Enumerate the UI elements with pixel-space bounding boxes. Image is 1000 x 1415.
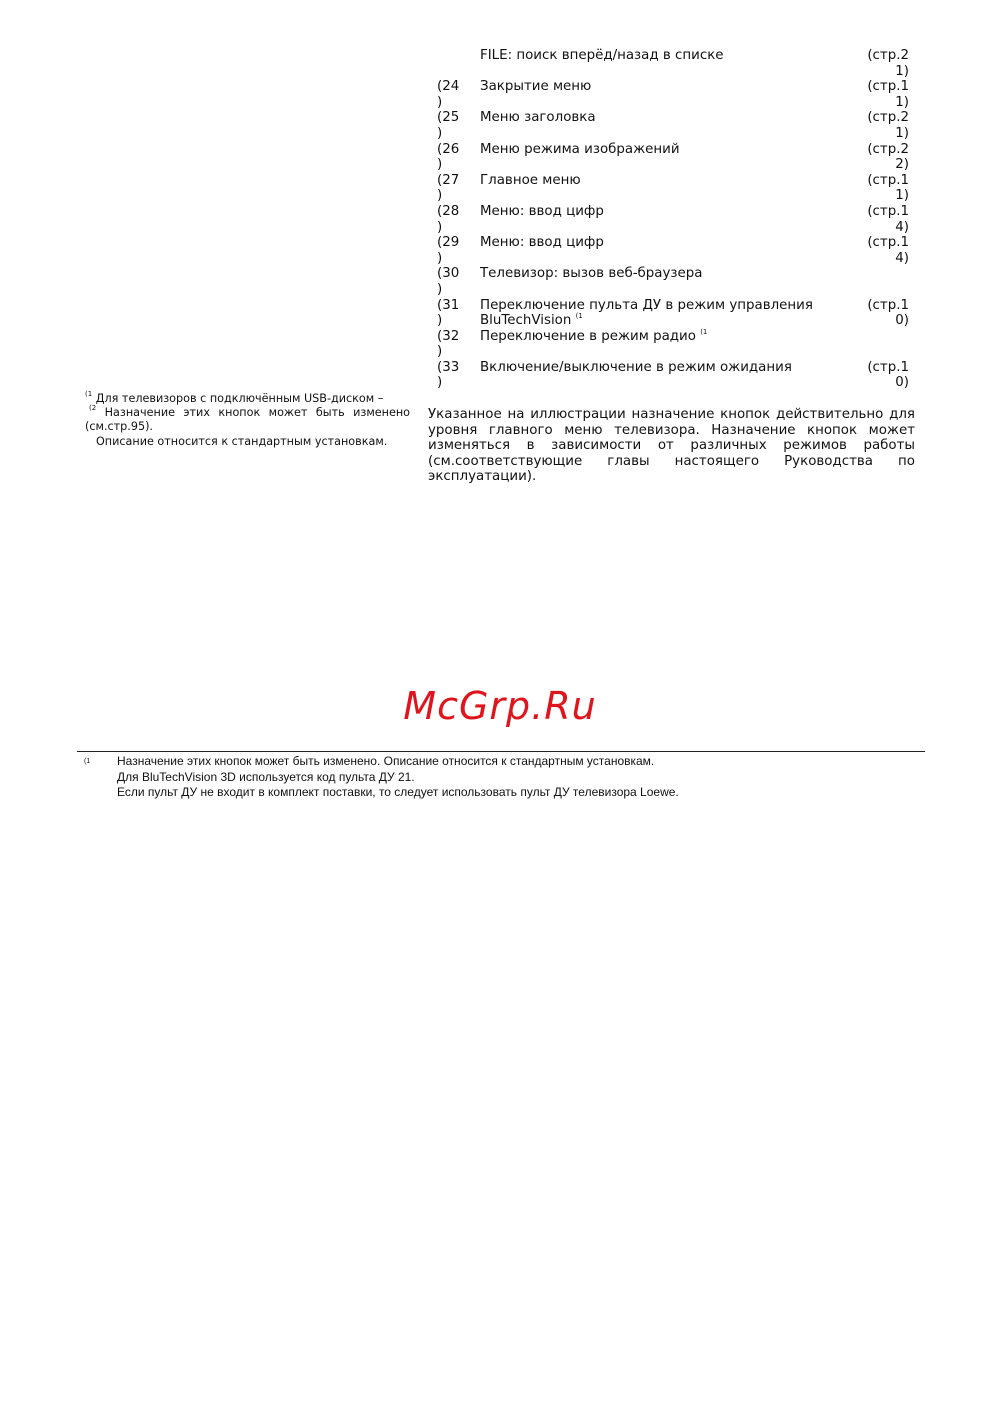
footnote-lines bbox=[117, 754, 917, 801]
item-number: (32 ) bbox=[437, 328, 460, 360]
item-number: (27 ) bbox=[437, 172, 460, 204]
footnote-ref: (1 bbox=[700, 327, 708, 336]
item-number: (30 ) bbox=[437, 266, 460, 297]
item-description: Закрытие меню bbox=[480, 79, 592, 95]
item-number: (31 ) bbox=[437, 297, 460, 329]
item-number: (29 ) bbox=[437, 235, 460, 266]
item-description: Телевизор: вызов веб-браузера bbox=[480, 266, 703, 282]
list-item bbox=[437, 204, 909, 235]
side-footnote-1: $^{(1}$ Для телевизоров с подключённым USB-диском – bbox=[85, 390, 384, 405]
item-number: (24 ) bbox=[437, 79, 460, 110]
footnote-divider bbox=[77, 751, 925, 752]
list-item bbox=[437, 173, 909, 204]
side-footnote-2: $^{(2}$ Назначение этих кнопок может быть изменено bbox=[89, 404, 411, 420]
item-description: Переключение в режим радио $^{(1}$ bbox=[480, 327, 708, 344]
footnote-line: Если пульт ДУ не входит в комплект поставки, то следует использовать пульт ДУ телевизора Loewe. bbox=[117, 785, 679, 800]
item-description: Меню: ввод цифр bbox=[480, 203, 604, 219]
item-description: Меню режима изображений bbox=[480, 141, 680, 157]
item-description: Меню заголовка bbox=[480, 110, 596, 126]
page-reference: (стр.1 4) bbox=[867, 203, 909, 235]
page-reference: (стр.2 1) bbox=[867, 110, 909, 141]
footnote-line: Для BluTechVision 3D используется код пульта ДУ 21. bbox=[117, 769, 415, 784]
item-number: (25 ) bbox=[437, 110, 460, 141]
item-number: (33 ) bbox=[437, 359, 460, 391]
list-item bbox=[437, 79, 909, 110]
list-item bbox=[437, 48, 909, 79]
list-item bbox=[437, 360, 909, 391]
page-reference: (стр.1 0) bbox=[867, 297, 909, 329]
list-item bbox=[437, 110, 909, 141]
list-item bbox=[437, 266, 909, 297]
page-reference: (стр.1 0) bbox=[867, 359, 909, 391]
side-footnotes bbox=[85, 392, 410, 449]
footnote-ref: (1 bbox=[575, 312, 583, 321]
list-item bbox=[437, 235, 909, 266]
page-reference: (стр.1 1) bbox=[867, 172, 909, 204]
page-reference: (стр.2 1) bbox=[867, 48, 909, 79]
side-footnote-3: Описание относится к стандартным установкам. bbox=[96, 434, 388, 448]
watermark: McGrp.Ru bbox=[403, 684, 597, 728]
footnote-line: Назначение этих кнопок может быть изменено. Описание относится к стандартным установкам. bbox=[117, 754, 655, 768]
item-description: Включение/выключение в режим ожидания bbox=[480, 359, 792, 375]
item-number: (28 ) bbox=[437, 203, 460, 235]
page-reference: (стр.2 2) bbox=[867, 141, 909, 173]
body-paragraph: Указанное на иллюстрации назначение кнопок действительно для уровня главного меню телевизора. Назначение кнопок может изменяться в зависимости от различных режимов работы (см.соответствующие главы настоящего Руководства по эксплуатации). bbox=[428, 407, 915, 485]
side-footnote-2-continuation: (см.стр.95). bbox=[85, 420, 153, 434]
item-description: Главное меню bbox=[480, 172, 581, 188]
item-description: Меню: ввод цифр bbox=[480, 235, 604, 251]
footnote-mark: (1 bbox=[84, 758, 91, 765]
page-reference: (стр.1 4) bbox=[867, 235, 909, 266]
button-description-list bbox=[437, 48, 909, 391]
list-item bbox=[437, 142, 909, 173]
item-number: (26 ) bbox=[437, 141, 460, 173]
list-item bbox=[437, 329, 909, 360]
item-description: FILE: поиск вперёд/назад в списке bbox=[480, 48, 724, 63]
list-item bbox=[437, 298, 909, 329]
page-reference: (стр.1 1) bbox=[867, 79, 909, 110]
item-description: Переключение пульта ДУ в режим управления BluTechVision $^{(1}$ bbox=[480, 297, 813, 329]
